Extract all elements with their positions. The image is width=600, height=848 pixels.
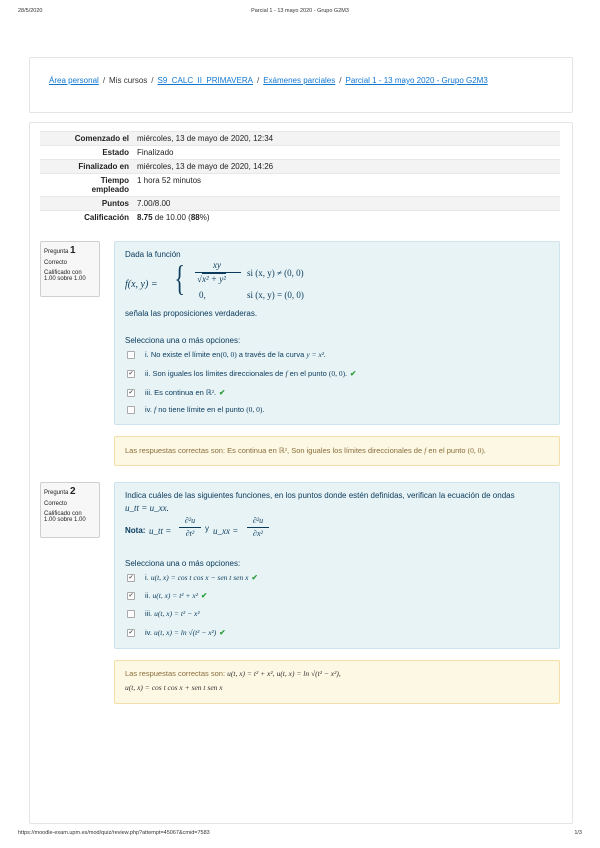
q2-correct-answers	[125, 669, 341, 678]
option-text: en el punto	[287, 369, 329, 378]
question-1-feedback	[114, 436, 560, 466]
checked-checkbox-icon[interactable]: ✔	[128, 371, 134, 378]
option-number: ii.	[145, 591, 153, 600]
finished-value: miércoles, 13 de mayo de 2020, 14:26	[133, 160, 560, 174]
grade-value	[133, 211, 560, 225]
feedback-math: u(t, x) = t² + x²,	[227, 669, 275, 678]
time-value: 1 hora 52 minutos	[133, 174, 560, 197]
table-row	[40, 160, 560, 174]
option-math: y = x².	[306, 350, 326, 359]
table-row	[40, 211, 560, 225]
mark-line2: 1.00 sobre 1.00	[44, 517, 86, 523]
option-math: u(t, x) = ln √(t² − x²)	[154, 628, 217, 637]
question-number: 1	[70, 245, 76, 256]
option-math: u(t, x) = t² − x²	[154, 609, 200, 618]
q1-option-4[interactable]	[127, 405, 264, 414]
q1-option-1[interactable]	[127, 350, 326, 359]
q2-option-3[interactable]	[127, 609, 200, 618]
q1-option-3[interactable]	[127, 388, 225, 397]
time-label-line1: Tiempo	[100, 176, 129, 185]
option-math: f	[285, 369, 288, 378]
option-math: u(t, x) = t² + x²	[152, 591, 198, 600]
question-1-mark	[44, 270, 96, 282]
grade-percent: 88	[190, 213, 200, 222]
q2-frac2-bar	[247, 527, 269, 528]
option-text: a través de la curva	[236, 350, 307, 359]
breadcrumb-examenes[interactable]: Exámenes parciales	[263, 76, 336, 85]
option-text: iv.	[145, 405, 155, 414]
print-page-number: 1/3	[574, 830, 582, 836]
grade-score: 8.75	[137, 213, 153, 222]
q2-nota-label: Nota:	[125, 526, 146, 535]
grade-close: %)	[199, 213, 210, 222]
points-value: 7.00/8.00	[133, 197, 560, 211]
breadcrumb-card	[29, 57, 573, 113]
q1-correct-answers	[125, 446, 486, 455]
question-label: Pregunta	[44, 490, 69, 496]
q1-function-lhs: f(x, y) =	[125, 279, 158, 290]
started-label: Comenzado el	[40, 132, 133, 146]
option-math: u(t, x) = cos t cos x − sen t sen x	[150, 573, 249, 582]
q1-select-label: Selecciona una o más opciones:	[125, 336, 241, 345]
checked-checkbox-icon[interactable]: ✔	[128, 630, 134, 637]
q2-frac2-num: ∂²u	[252, 516, 264, 525]
q2-option-2[interactable]	[127, 591, 207, 600]
question-2-box	[114, 482, 560, 649]
q1-option-2[interactable]	[127, 369, 356, 378]
breadcrumb-quiz[interactable]: Parcial 1 - 13 mayo 2020 - Grupo G2M3	[345, 76, 488, 85]
correct-check-icon: ✔	[200, 591, 208, 600]
correct-check-icon: ✔	[219, 628, 226, 637]
question-1-box	[114, 241, 560, 425]
feedback-math: ℝ²	[278, 446, 288, 455]
breadcrumb-separator: /	[339, 76, 342, 85]
question-2-info	[40, 482, 100, 538]
option-number: iii.	[145, 609, 155, 618]
feedback-math: f	[424, 446, 427, 455]
table-row	[40, 146, 560, 160]
q2-utt: u_tt =	[149, 526, 172, 536]
q2-frac1-num: ∂²u	[184, 516, 196, 525]
q1-fraction-denominator: √x² + y²	[197, 274, 226, 284]
option-math: ℝ².	[205, 388, 216, 397]
question-1-status: Correcto	[44, 260, 68, 266]
feedback-text: en el punto	[426, 446, 468, 455]
checkbox-icon[interactable]	[127, 351, 135, 359]
checkbox-icon[interactable]	[127, 406, 135, 414]
q2-frac1-bar	[179, 527, 201, 528]
q1-brace: {	[174, 258, 185, 298]
q2-frac1-den: ∂t²	[185, 529, 195, 538]
question-2-feedback	[114, 660, 560, 704]
feedback-text: Las respuestas correctas son: Es continua en	[125, 446, 279, 455]
breadcrumb-course[interactable]: S9_CALC_II_PRIMAVERA	[157, 76, 253, 85]
breadcrumb-separator: /	[256, 76, 260, 85]
print-url: https://moodle-exam.upm.es/mod/quiz/review.php?attempt=45067&cmid=7583	[18, 830, 210, 836]
started-value: miércoles, 13 de mayo de 2020, 12:34	[133, 132, 560, 146]
q1-case1-condition: si (x, y) ≠ (0, 0)	[247, 268, 304, 278]
grade-label: Calificación	[40, 211, 133, 225]
option-text: ii. Son iguales los límites direccionales de	[145, 369, 286, 378]
state-value: Finalizado	[133, 146, 560, 160]
finished-label: Finalizado en	[40, 160, 133, 174]
breadcrumb-separator: /	[151, 76, 154, 85]
feedback-text: Las respuestas correctas son:	[125, 669, 228, 678]
q2-frac2-den: ∂x²	[253, 529, 263, 538]
attempt-summary-table	[40, 131, 560, 224]
table-row	[40, 132, 560, 146]
option-math: (0, 0).	[328, 369, 348, 378]
option-text: i. No existe el límite en	[145, 350, 221, 359]
question-2-status: Correcto	[44, 501, 68, 507]
question-2-mark	[44, 511, 96, 523]
q1-case2-value: 0,	[199, 290, 206, 300]
feedback-math: (0, 0).	[467, 446, 486, 455]
option-math: (0, 0).	[246, 405, 265, 414]
main-card	[29, 122, 573, 824]
breadcrumb	[49, 76, 488, 85]
state-label: Estado	[40, 146, 133, 160]
question-label: Pregunta	[44, 249, 69, 255]
question-1-info	[40, 241, 100, 297]
breadcrumb-mis-cursos: Mis cursos	[109, 76, 148, 85]
time-label	[40, 174, 133, 197]
checked-checkbox-icon[interactable]: ✔	[128, 593, 134, 600]
q2-option-1[interactable]	[127, 573, 258, 582]
q1-case2-condition: si (x, y) = (0, 0)	[247, 290, 304, 300]
q2-nota-y: y	[205, 524, 209, 533]
table-row	[40, 174, 560, 197]
table-row	[40, 197, 560, 211]
q1-fraction-numerator: xy	[213, 260, 221, 270]
q2-select-label: Selecciona una o más opciones:	[125, 559, 241, 568]
checkbox-icon[interactable]	[127, 610, 135, 618]
option-text: iii. Es continua en	[145, 388, 206, 397]
q2-correct-answer-3: u(t, x) = cos t cos x + sen t sen x	[125, 683, 223, 692]
q1-denominator-text: x² + y²	[201, 274, 226, 284]
checked-checkbox-icon[interactable]: ✔	[128, 575, 134, 582]
option-math: f	[154, 405, 157, 414]
option-number: i.	[145, 573, 151, 582]
q1-prompt: señala las proposiciones verdaderas.	[125, 309, 258, 318]
correct-check-icon: ✔	[350, 369, 357, 378]
option-number: iv.	[145, 628, 155, 637]
question-1-number	[44, 245, 96, 256]
correct-check-icon: ✔	[251, 573, 258, 582]
q2-wave-equation: u_tt = u_xx.	[125, 503, 169, 513]
grade-de: de 10.00 (	[152, 213, 191, 222]
q1-intro: Dada la función	[125, 250, 181, 259]
breadcrumb-separator: /	[102, 76, 106, 85]
points-label: Puntos	[40, 197, 133, 211]
mark-line1: Calificado con	[44, 511, 82, 517]
mark-line2: 1.00 sobre 1.00	[44, 276, 86, 282]
question-number: 2	[70, 486, 76, 497]
checked-checkbox-icon[interactable]: ✔	[128, 390, 134, 397]
feedback-text: , Son iguales los límites direccionales de	[287, 446, 425, 455]
q2-uxx: u_xx =	[213, 526, 239, 536]
question-2-number	[44, 486, 96, 497]
print-title: Parcial 1 - 13 mayo 2020 - Grupo G2M3	[251, 8, 349, 14]
feedback-math: u(t, x) = ln √(t² − x²),	[276, 669, 341, 678]
mark-line1: Calificado con	[44, 270, 82, 276]
print-date: 28/5/2020	[18, 8, 43, 14]
q2-intro: Indica cuáles de las siguientes funciones, en los puntos donde estén definidas, verifican la ecuación de ondas	[125, 491, 515, 500]
option-text: no tiene límite en el punto	[156, 405, 247, 414]
option-math: (0, 0)	[220, 350, 237, 359]
time-label-line2: empleado	[91, 185, 129, 194]
breadcrumb-area-personal[interactable]: Área personal	[49, 76, 99, 85]
q2-option-4[interactable]	[127, 628, 226, 637]
correct-check-icon: ✔	[218, 388, 226, 397]
